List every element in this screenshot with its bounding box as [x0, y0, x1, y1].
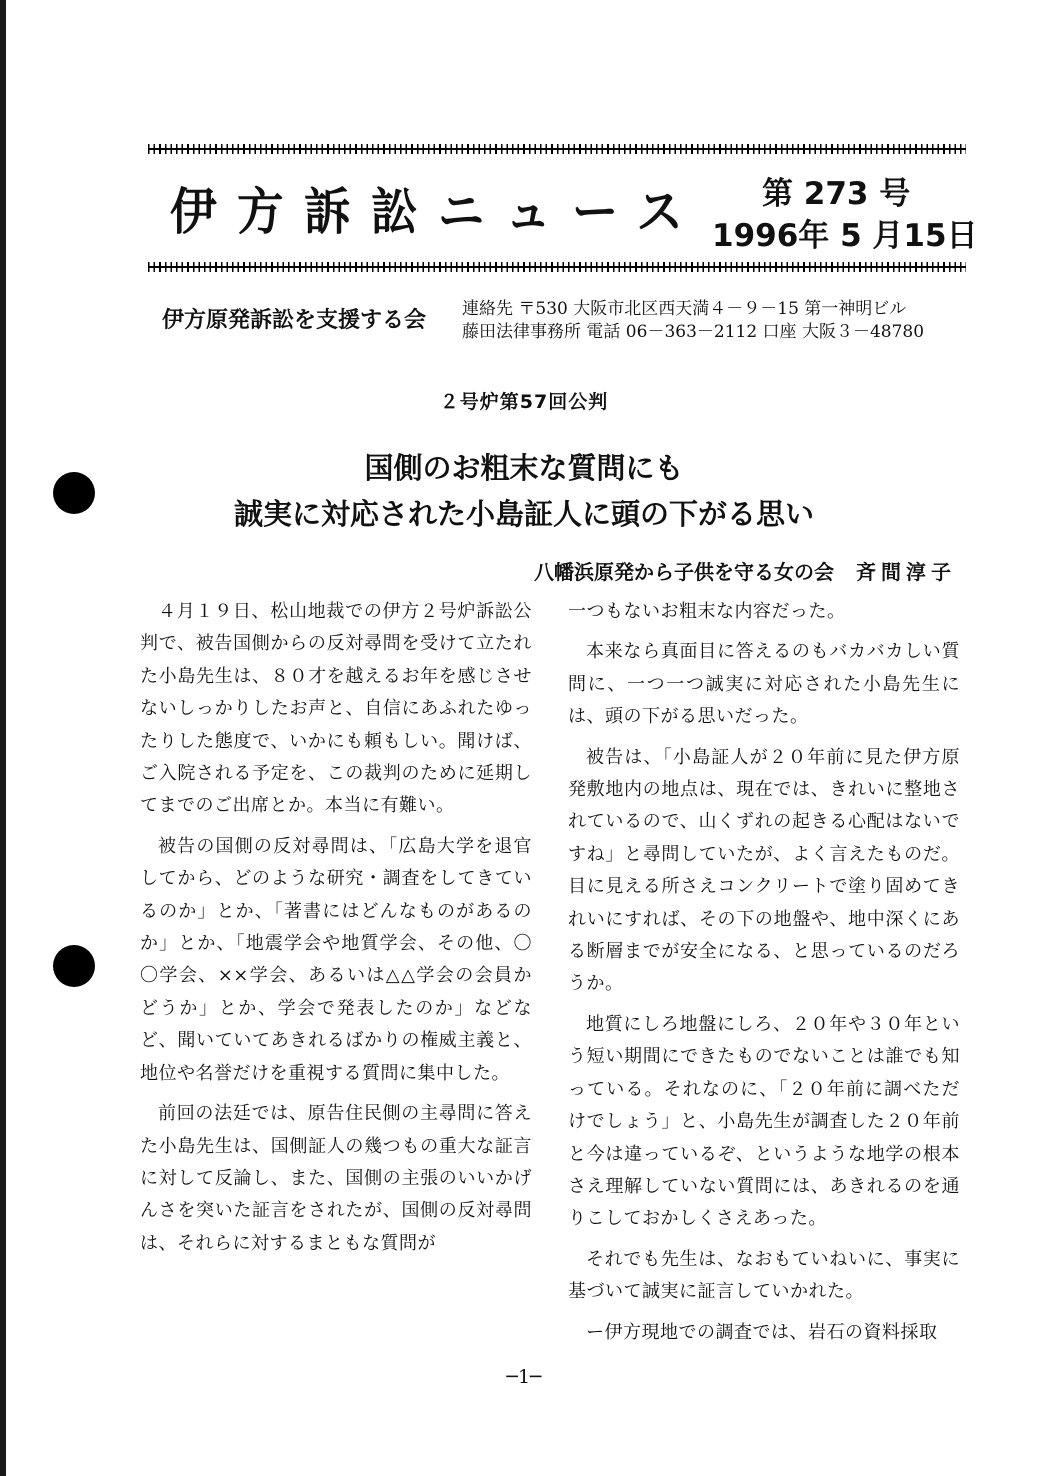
byline [534, 556, 956, 585]
scan-edge [0, 0, 6, 1476]
paragraph: ４月１９日、松山地裁での伊方２号炉訴訟公判で、被告国側からの反対尋問を受けて立たれた小島先生は、８０才を越えるお年を感じさせないしっかりしたお声と、自信にあふれたゆったりした態度で、いかにも頼もしい。聞けば、ご入院される予定を、この裁判のために延期してまでのご出席とか。本当に有難い。 [140, 601, 532, 817]
paragraph: ー伊方現地での調査では、岩石の資料採取 [586, 1321, 938, 1343]
paragraph: 本来なら真面目に答えるのもバカバカしい質問に、一つ一つ誠実に対応された小島先生には、頭の下がる思いだった。 [568, 641, 960, 728]
contact-line: 藤田法律事務所 電話 06－363－2112 口座 大阪３－48780 [462, 322, 925, 342]
contact-info [462, 298, 924, 344]
newsletter-title: 伊方訴訟ニュース [170, 183, 704, 241]
byline-author: 斉間淳子 [856, 560, 956, 584]
issue-date: 1996年 5 月15日 [712, 218, 978, 254]
article-column-left [140, 596, 532, 1268]
paragraph: 前回の法廷では、原告住民側の主尋問に答えた小島先生は、国側証人の幾つもの重大な証言に対して反論し、また、国側の主張のいいかげんさを突いた証言をされたが、国側の反対尋問は、それらに対するまともな質問が [140, 1103, 532, 1254]
masthead-bottom-rule [148, 262, 966, 272]
headline-line: 誠実に対応された小島証人に頭の下がる思い [233, 497, 814, 531]
paragraph: 地質にしろ地盤にしろ、２０年や３０年という短い期間にできたものでないことは誰でも知っている。それなのに、「２０年前に調べただけでしょう」と、小島先生が調査した２０年前と今は違っているぞ、というような地学の根本さえ理解していない質問には、あきれるのを通りこしておかしくさえあった。 [568, 1013, 960, 1230]
contact-line: 連絡先 〒530 大阪市北区西天満４－９－15 第一神明ビル [462, 299, 907, 319]
byline-organization: 八幡浜原発から子供を守る女の会 [534, 560, 834, 584]
masthead-top-rule [148, 144, 966, 154]
paragraph: それでも先生は、なおもていねいに、事実に基づいて誠実に証言していかれた。 [568, 1248, 960, 1303]
paragraph: 一つもないお粗末な内容だった。 [568, 601, 846, 622]
headline-line: 国側のお粗末な質問にも [364, 451, 684, 485]
issue-number: 第 273 号 [762, 176, 911, 212]
article-subheading: ２号炉第57回公判 [439, 391, 609, 413]
paragraph: 被告は、「小島証人が２０年前に見た伊方原発敷地内の地点は、現在では、きれいに整地されているので、山くずれの起きる心配はないですね」と尋問していたが、よく言えたものだ。目に見える所さえコンクリートで塗り固めてきれいにすれば、その下の地盤や、地中深くにある断層までが安全になる、と思っているのだろうか。 [568, 746, 960, 995]
article-column-right [568, 596, 960, 1357]
paragraph: 被告の国側の反対尋問は、「広島大学を退官してから、どのような研究・調査をしてきているのか」とか、「著書にはどんなものがあるのか」とか、「地震学会や地質学会、その他、〇〇学会、××学会、あるいは△△学会の会員かどうか」とか、学会で発表したのか」などなど、聞いていてあきれるばかりの権威主義と、地位や名誉だけを重視する質問に集中した。 [140, 835, 532, 1084]
organization-name: 伊方原発訴訟を支援する会 [162, 308, 427, 333]
page-number: ─1─ [506, 1366, 542, 1388]
punch-hole [53, 945, 95, 987]
